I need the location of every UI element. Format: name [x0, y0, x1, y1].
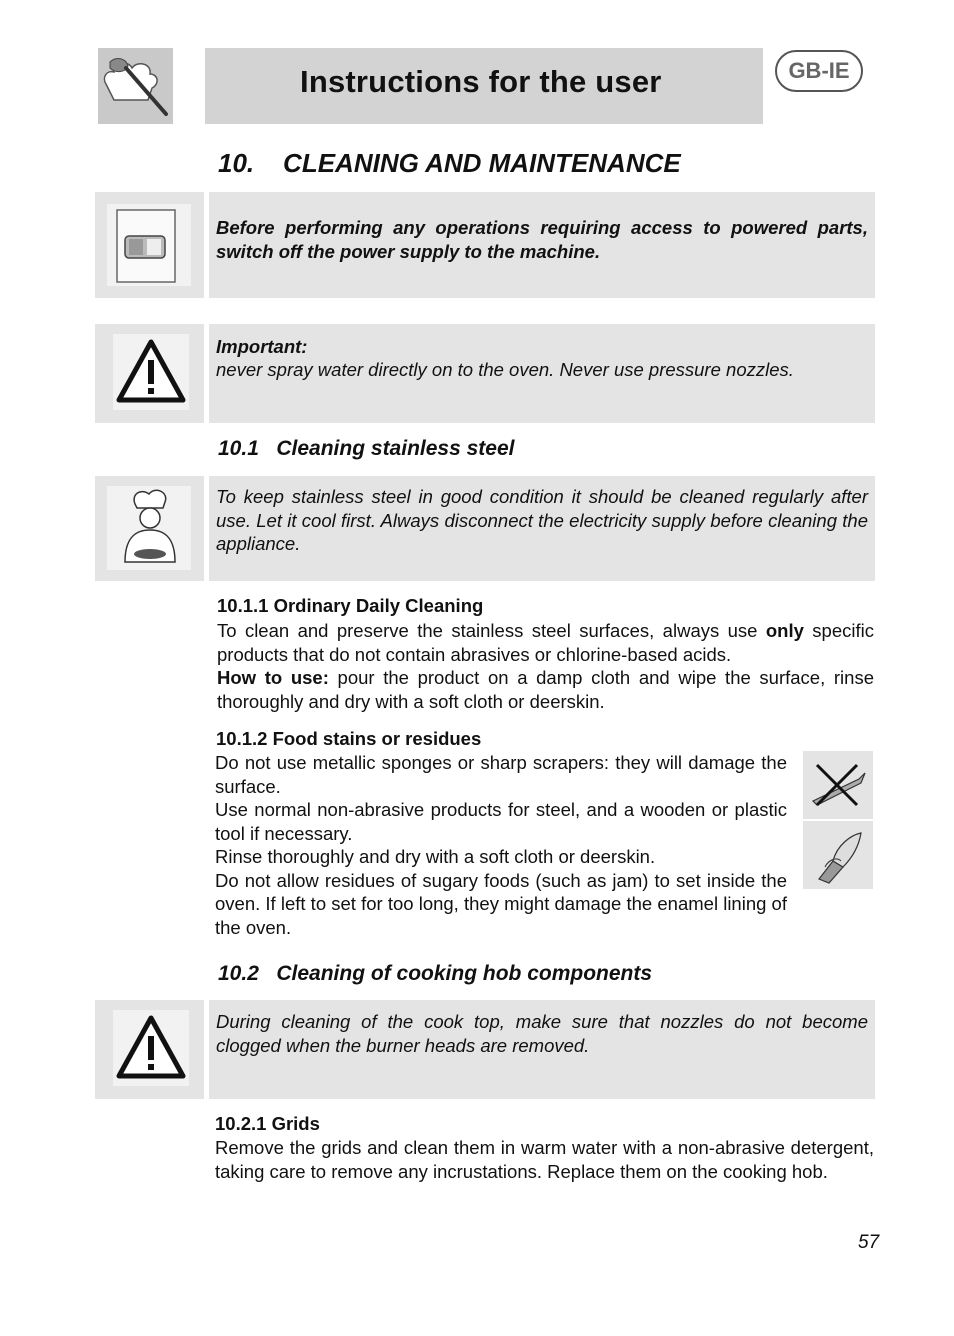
food-stains-para-2: Use normal non-abrasive products for steel, and a wooden or plastic tool if necessary. [215, 799, 787, 844]
stainless-notice-text: To keep stainless steel in good condition it should be cleaned regularly after use. Let it cool first. Always disconnect the electricity supply before cleaning the appliance. [216, 486, 868, 554]
page-header-title: Instructions for the user [300, 64, 662, 99]
subsection-title-10-1: 10.1 Cleaning stainless steel [218, 437, 515, 460]
language-badge-label: GB-IE [788, 58, 850, 83]
ordinary-cleaning-para-2: How to use: pour the product on a damp cloth and wipe the surface, rinse thoroughly and dry with a soft cloth or deerskin. [217, 667, 874, 712]
header-logo [98, 48, 173, 124]
subsection-title-10-2: 10.2 Cleaning of cooking hob components [218, 962, 653, 985]
important-notice-icon-panel [95, 324, 204, 423]
power-notice-icon-panel [95, 192, 204, 298]
food-stains-para-1: Do not use metallic sponges or sharp scrapers: they will damage the surface. [215, 752, 787, 797]
hob-notice-text: During cleaning of the cook top, make sure that nozzles do not become clogged when the burner heads are removed. [216, 1011, 868, 1056]
subsection-title-10-1-1: 10.1.1 Ordinary Daily Cleaning [217, 595, 484, 616]
food-stains-body [215, 751, 787, 939]
subsection-title-10-2-1: 10.2.1 Grids [215, 1113, 320, 1134]
ordinary-cleaning-body [217, 619, 874, 713]
hob-notice-icon-panel [95, 1000, 204, 1099]
grids-body: Remove the grids and clean them in warm water with a non-abrasive detergent, taking care to remove any incrustations. Replace them on the cooking hob. [215, 1137, 874, 1182]
no-scraper-icon [803, 751, 873, 819]
power-switch-icon [95, 192, 204, 298]
stainless-notice-icon-panel [95, 476, 204, 581]
wooden-tool-icon [803, 821, 873, 889]
food-stains-para-4: Do not allow residues of sugary foods (such as jam) to set inside the oven. If left to set for too long, they might damage the enamel lining of the oven. [215, 869, 787, 938]
subsection-title-10-1-2: 10.1.2 Food stains or residues [216, 728, 482, 749]
page-number: 57 [858, 1232, 880, 1253]
important-text: never spray water directly on to the oven. Never use pressure nozzles. [216, 359, 794, 380]
chef-spoon-icon [98, 48, 173, 124]
important-label: Important: [216, 336, 308, 357]
section-title: 10. CLEANING AND MAINTENANCE [218, 148, 681, 178]
warning-triangle-icon [95, 1000, 204, 1099]
wooden-tool-image [803, 821, 873, 889]
ordinary-cleaning-para-1: To clean and preserve the stainless steel surfaces, always use only specific products that do not contain abrasives or chlorine-based acids. [217, 620, 874, 665]
language-badge [775, 50, 863, 92]
warning-triangle-icon [95, 324, 204, 423]
chef-icon [95, 476, 204, 581]
food-stains-para-3: Rinse thoroughly and dry with a soft cloth or deerskin. [215, 846, 656, 867]
no-scraper-image [803, 751, 873, 819]
power-notice-text: Before performing any operations requiring access to powered parts, switch off the power supply to the machine. [216, 217, 868, 262]
